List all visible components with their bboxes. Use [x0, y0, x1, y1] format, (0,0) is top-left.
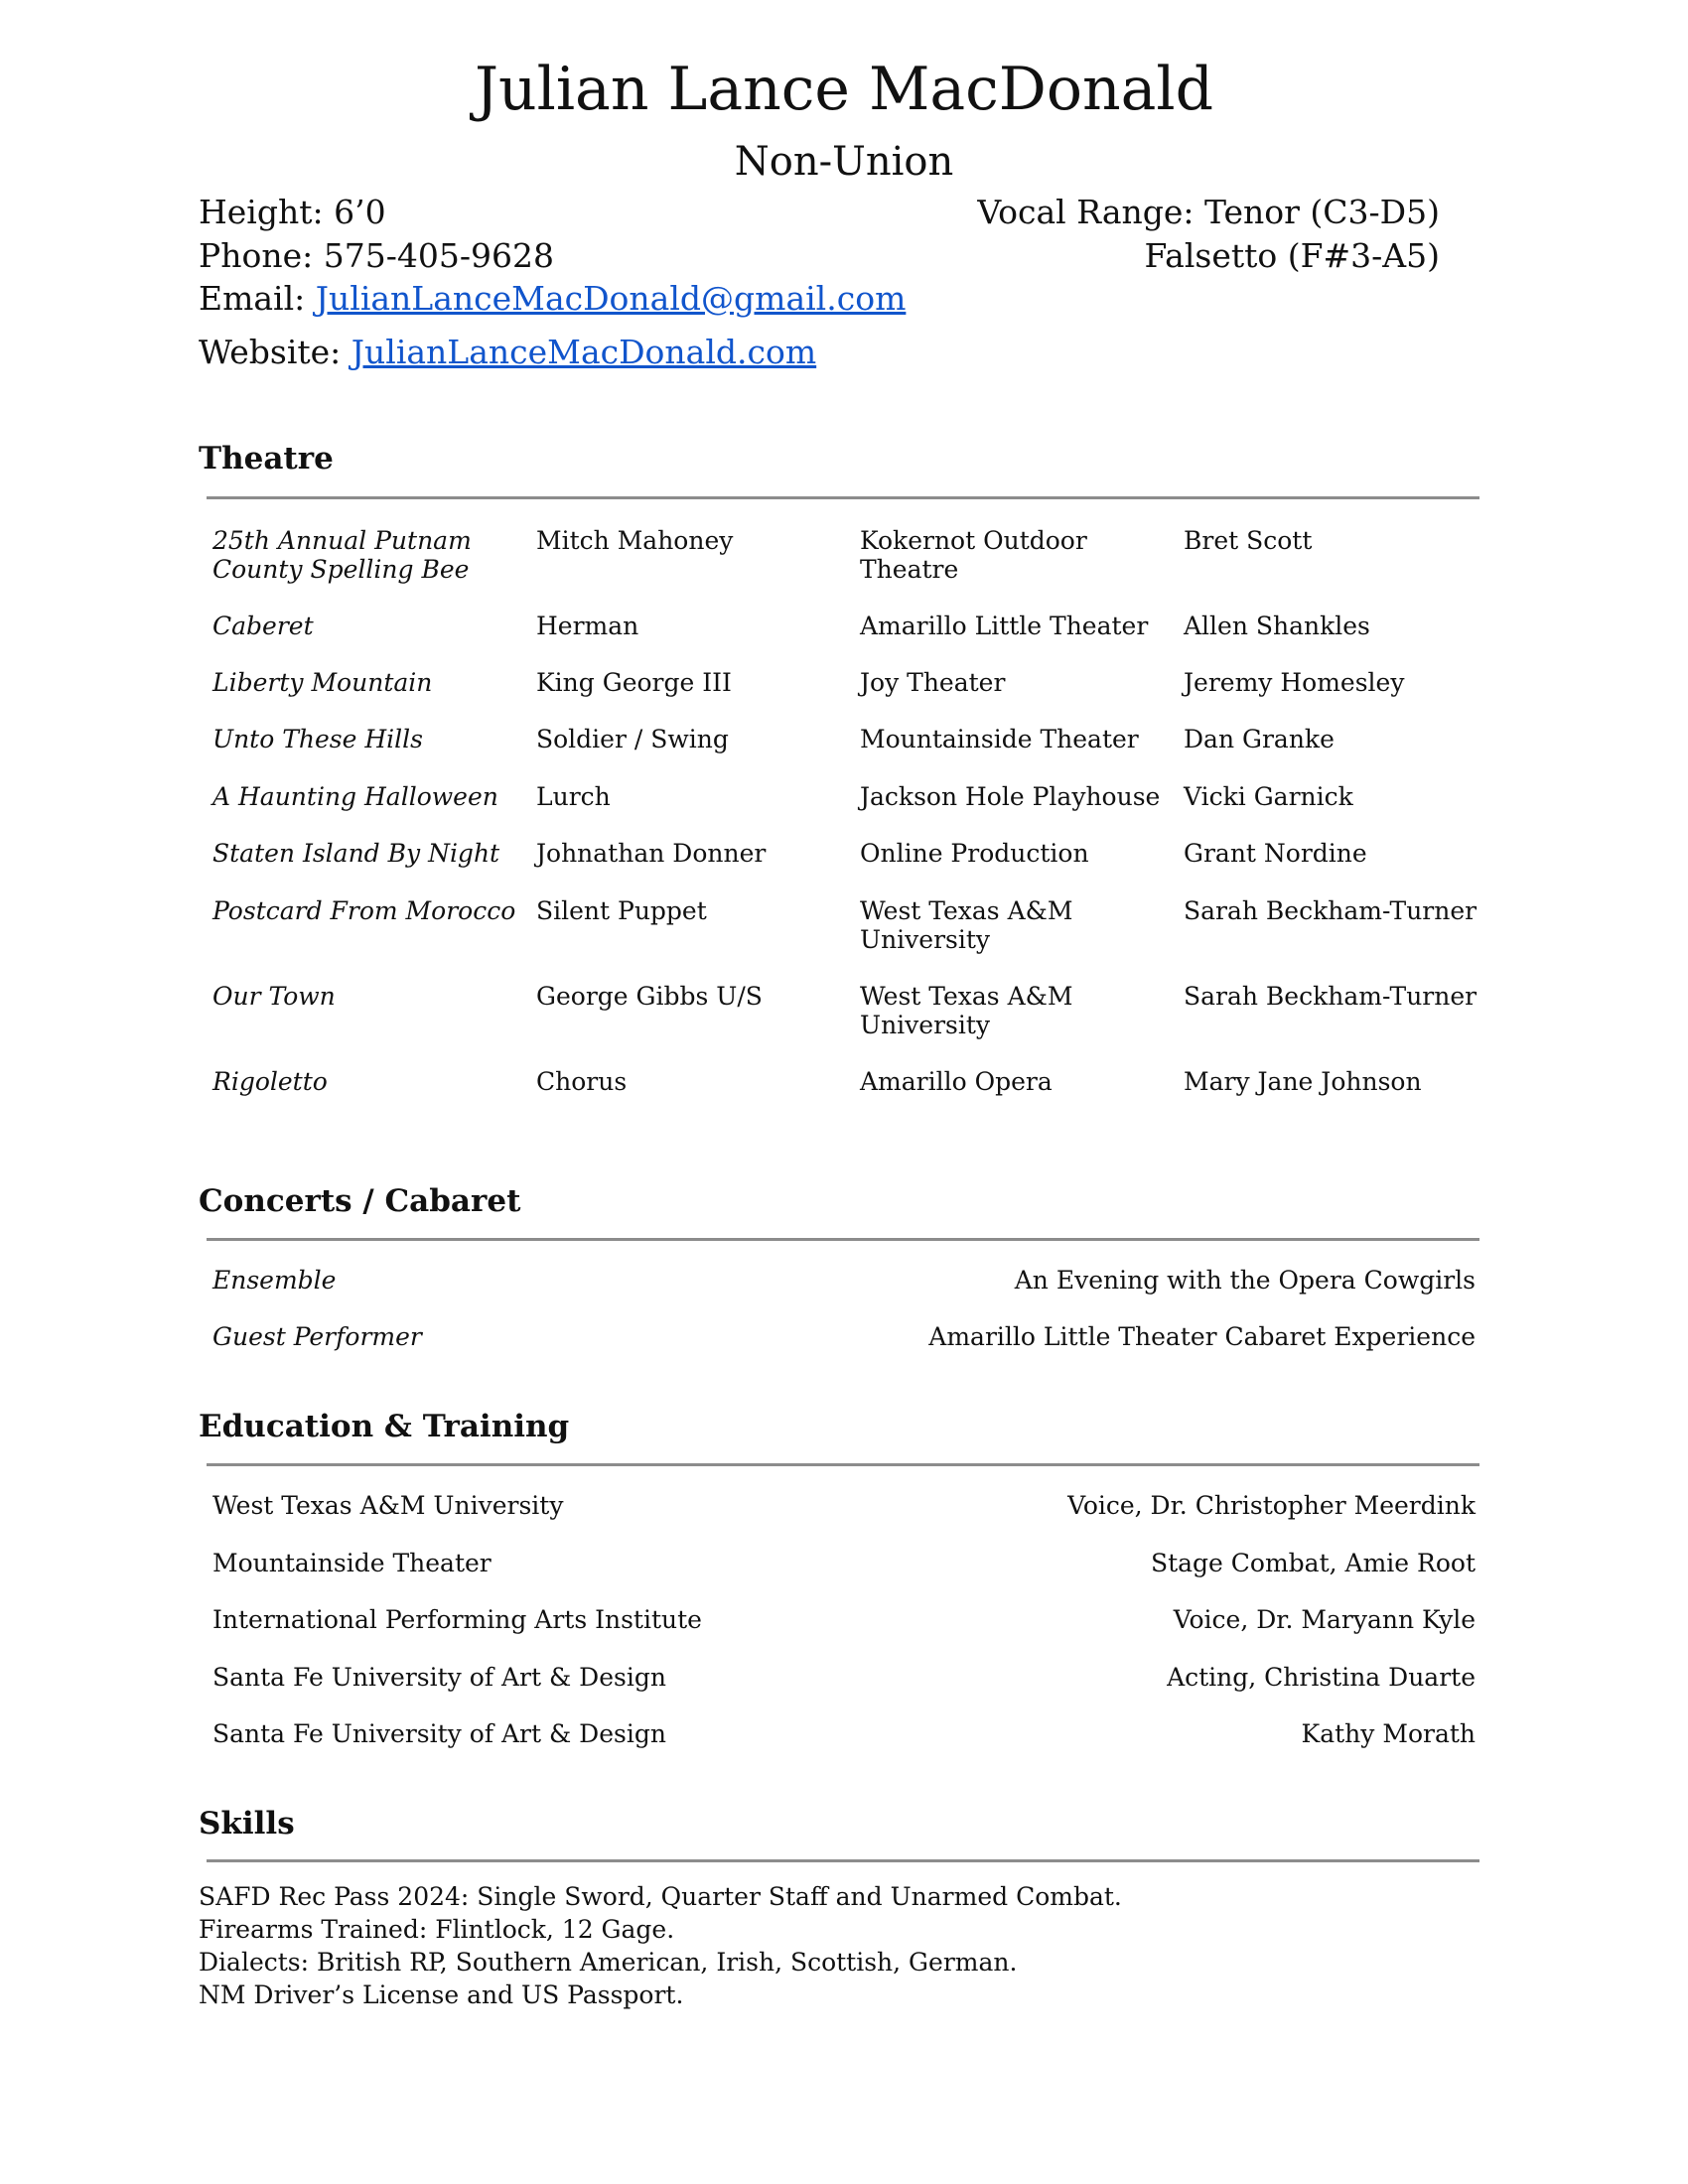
director: Allen Shankles	[1184, 612, 1370, 640]
education-detail: Voice, Dr. Christopher Meerdink	[1067, 1491, 1476, 1520]
education-divider	[207, 1463, 1479, 1466]
skills-line: SAFD Rec Pass 2024: Single Sword, Quarter Staff and Unarmed Combat.	[199, 1882, 1122, 1911]
show-title: 25th Annual Putnam County Spelling Bee	[212, 526, 472, 584]
website-label: Website:	[199, 333, 352, 371]
venue: Amarillo Opera	[860, 1067, 1053, 1096]
role: Chorus	[536, 1067, 628, 1096]
venue: Online Production	[860, 839, 1089, 868]
venue: Amarillo Little Theater	[860, 612, 1149, 640]
show-title: Postcard From Morocco	[212, 896, 516, 925]
venue: Mountainside Theater	[860, 725, 1139, 753]
union-status: Non-Union	[734, 139, 954, 185]
education-detail: Stage Combat, Amie Root	[1150, 1549, 1476, 1577]
show-title: Caberet	[212, 612, 314, 640]
venue: West Texas A&M University	[860, 982, 1073, 1039]
role: Herman	[536, 612, 639, 640]
theatre-heading: Theatre	[199, 441, 334, 477]
director: Grant Nordine	[1184, 839, 1367, 868]
education-detail: Kathy Morath	[1301, 1719, 1476, 1748]
education-detail: Acting, Christina Duarte	[1167, 1663, 1476, 1692]
director: Dan Granke	[1184, 725, 1335, 753]
education-school: West Texas A&M University	[212, 1491, 564, 1520]
education-school: Mountainside Theater	[212, 1549, 492, 1577]
resume-name: Julian Lance MacDonald	[474, 55, 1214, 124]
director: Mary Jane Johnson	[1184, 1067, 1422, 1096]
concerts-divider	[207, 1238, 1479, 1241]
concert-event: Amarillo Little Theater Cabaret Experience	[928, 1322, 1476, 1351]
show-title: Liberty Mountain	[212, 668, 433, 697]
role: Silent Puppet	[536, 896, 707, 925]
skills-line: Firearms Trained: Flintlock, 12 Gage.	[199, 1915, 675, 1944]
website-link[interactable]: JulianLanceMacDonald.com	[351, 333, 817, 371]
theatre-divider	[207, 496, 1479, 499]
email-info	[199, 278, 906, 320]
venue: Jackson Hole Playhouse	[860, 782, 1161, 811]
show-title: A Haunting Halloween	[212, 782, 498, 811]
education-detail: Voice, Dr. Maryann Kyle	[1173, 1605, 1476, 1634]
concert-role: Ensemble	[212, 1266, 337, 1295]
director: Sarah Beckham-Turner	[1184, 896, 1477, 925]
director: Sarah Beckham-Turner	[1184, 982, 1477, 1011]
director: Vicki Garnick	[1184, 782, 1353, 811]
skills-list	[199, 1880, 1122, 2011]
director: Jeremy Homesley	[1184, 668, 1405, 697]
email-link[interactable]: JulianLanceMacDonald@gmail.com	[315, 279, 907, 318]
role: Soldier / Swing	[536, 725, 729, 753]
skills-line: NM Driver’s License and US Passport.	[199, 1980, 684, 2009]
venue: West Texas A&M University	[860, 896, 1073, 954]
website-info	[199, 332, 816, 373]
show-title: Staten Island By Night	[212, 839, 500, 868]
venue: Kokernot Outdoor Theatre	[860, 526, 1087, 584]
role: George Gibbs U/S	[536, 982, 763, 1011]
concert-role: Guest Performer	[212, 1322, 422, 1351]
show-title: Rigoletto	[212, 1067, 328, 1096]
vocal-range-info: Vocal Range: Tenor (C3-D5)	[977, 193, 1440, 231]
role: Lurch	[536, 782, 611, 811]
show-title: Unto These Hills	[212, 725, 423, 753]
director: Bret Scott	[1184, 526, 1313, 555]
skills-line: Dialects: British RP, Southern American, Irish, Scottish, German.	[199, 1948, 1018, 1977]
skills-divider	[207, 1859, 1479, 1862]
education-school: Santa Fe University of Art & Design	[212, 1719, 666, 1748]
email-label: Email:	[199, 279, 316, 318]
role: King George III	[536, 668, 732, 697]
role: Mitch Mahoney	[536, 526, 734, 555]
falsetto-info: Falsetto (F#3-A5)	[1144, 236, 1440, 275]
height-info: Height: 6’0	[199, 193, 386, 231]
education-school: Santa Fe University of Art & Design	[212, 1663, 666, 1692]
concerts-heading: Concerts / Cabaret	[199, 1183, 521, 1219]
skills-heading: Skills	[199, 1806, 295, 1842]
phone-info: Phone: 575-405-9628	[199, 236, 554, 275]
role: Johnathan Donner	[536, 839, 767, 868]
show-title: Our Town	[212, 982, 336, 1011]
concert-event: An Evening with the Opera Cowgirls	[1014, 1266, 1476, 1295]
education-school: International Performing Arts Institute	[212, 1605, 702, 1634]
education-heading: Education & Training	[199, 1409, 570, 1444]
venue: Joy Theater	[860, 668, 1006, 697]
